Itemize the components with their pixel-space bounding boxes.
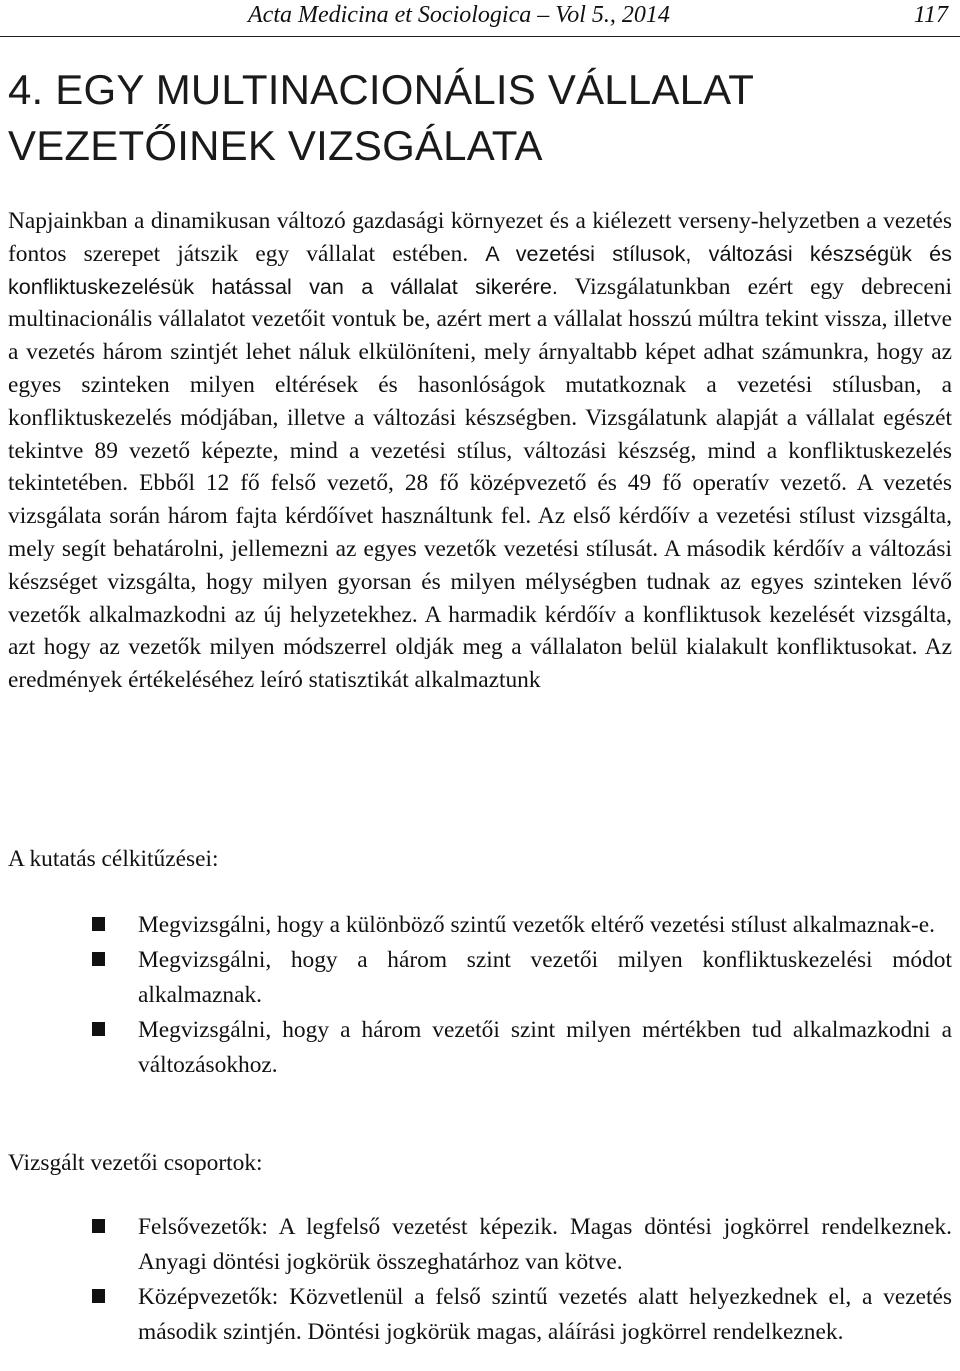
square-bullet-icon [92,917,105,931]
objectives-label: A kutatás célkitűzései: [8,846,219,872]
list-item [0,1013,952,1083]
square-bullet-icon [92,1022,105,1036]
list-item [0,908,952,943]
intro-text-rest: Vizsgálatunkban ezért egy debreceni multinacionális vállalatot vezetőit vontuk be, azért mert a vállalat hosszú múltra tekint vissza, illetve a vezetés három szintjét lehet náluk elkülöníteni, mely árnyaltabb képet adhat számunkra, hogy az egyes szinteken milyen eltérések és hasonlóságok mutatkoznak a vezetési stílusban, a konfliktuskezelés módjában, illetve a változási készségben. Vizsgálatunk alapját a vállalat egészét tekintve 89 vezető képezte, mind a vezetési stílus, változási készség, mind a konfliktuskezelés tekintetében. Ebből 12 fő felső vezető, 28 fő középvezető és 49 fő operatív vezető. A vezetés vizsgálata során három fajta kérdőívet használtunk fel. Az első kérdőív a vezetési stílust vizsgálta, mely segít behatárolni, jellemezni az egyes vezetők vezetési stílusát. A második kérdőív a változási készséget vizsgálta, hogy milyen gyorsan és milyen mélységben tudnak az egyes szinteken lévő vezetők alkalmazkodni az új helyzetekhez. A harmadik kérdőív a konfliktusok kezelését vizsgálta, azt hogy az vezetők milyen módszerrel oldják meg a vállalaton belül kialakult konfliktusokat. Az eredmények értékeléséhez leíró statisztikát alkalmaztunk [8,273,952,694]
page-number: 117 [913,2,948,28]
objectives-list [0,908,952,1083]
square-bullet-icon [92,1219,105,1233]
list-item [0,943,952,1013]
square-bullet-icon [92,1289,105,1303]
list-item-text: Megvizsgálni, hogy a három szint vezetői milyen konfliktuskezelési módot alkalmaznak. [138,947,952,1008]
intro-paragraph [8,205,952,697]
groups-list [0,1210,952,1350]
list-item-text: Középvezetők: Közvetlenül a felső szintű vezetés alatt helyezkednek el, a vezetés második szintjén. Döntési jogkörük magas, aláírási jogkörrel rendelkeznek. [138,1284,952,1345]
list-item-text: Megvizsgálni, hogy a különböző szintű vezetők eltérő vezetési stílust alkalmaznak-e. [138,912,935,938]
intro-text-serif: Napjainkban a dinamikusan változó gazdasági környezet és a kiélezett verseny-helyzetben a vezetés fontos szerepet játszik egy vállalat estében. [8,208,952,267]
section-title: 4. EGY MULTINACIONÁLIS VÁLLALAT VEZETŐINEK VIZSGÁLATA [8,66,754,169]
list-item-text: Felsővezetők: A legfelső vezetést képezik. Magas döntési jogkörrel rendelkeznek. Anyagi döntési jogkörük összeghatárhoz van kötve. [138,1214,952,1275]
groups-label: Vizsgált vezetői csoportok: [8,1150,263,1176]
list-item-text: Megvizsgálni, hogy a három vezetői szint milyen mértékben tud alkalmazkodni a változásokhoz. [138,1017,952,1078]
list-item [0,1280,952,1350]
square-bullet-icon [92,952,105,966]
list-item [0,1210,952,1280]
running-header [0,0,960,37]
intro-text-sans: A vezetési stílusok, változási készségük és konfliktuskezelésük hatással van a vállalat sikerére. [8,240,952,299]
journal-title: Acta Medicina et Sociologica – Vol 5., 2014 [248,2,670,28]
